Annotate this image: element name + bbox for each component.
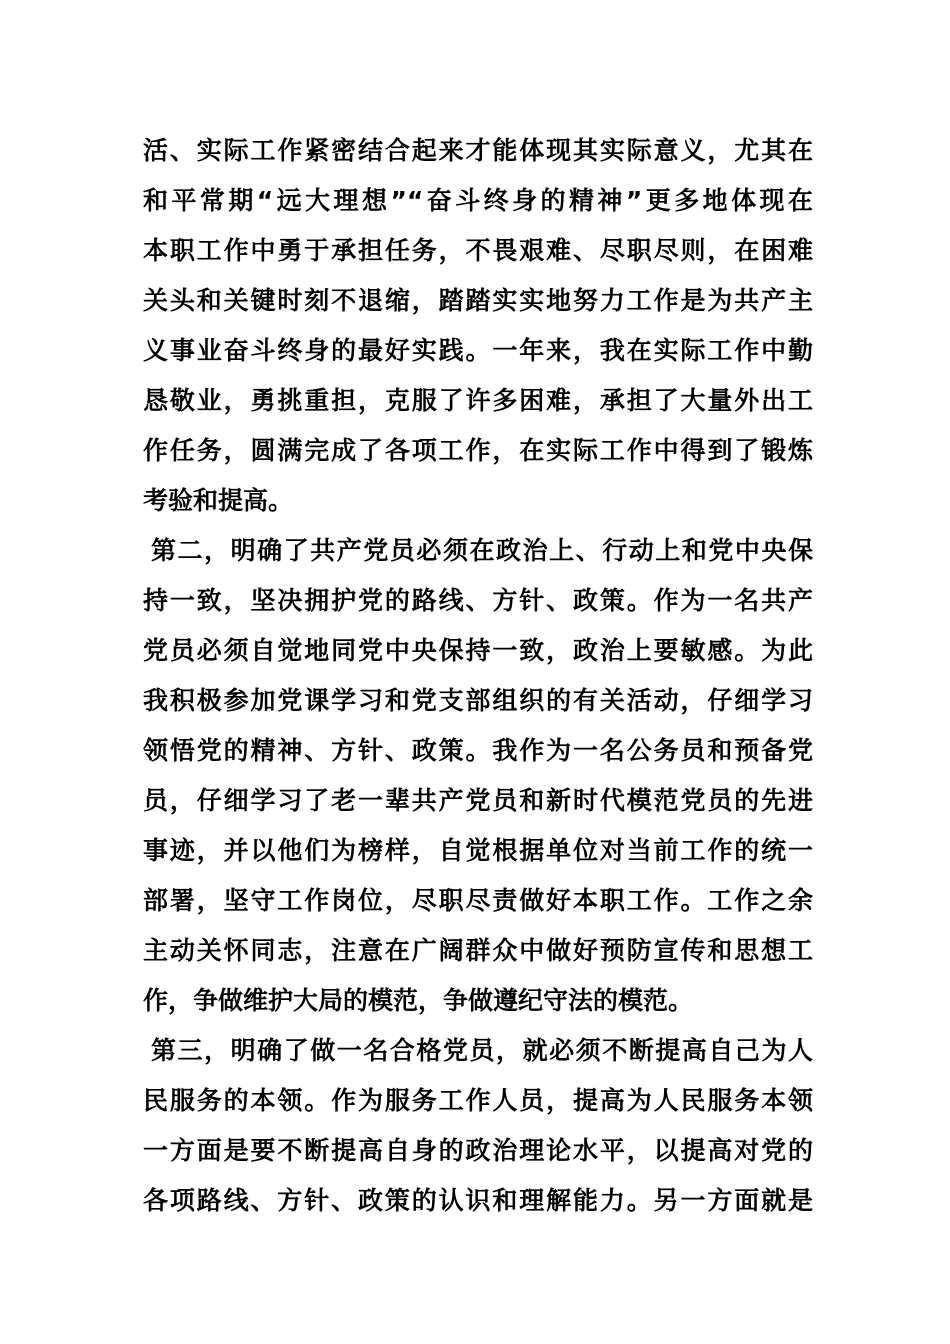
text-line: 作任务，圆满完成了各项工作，在实际工作中得到了锻炼	[143, 436, 813, 465]
paragraph-3	[143, 1026, 813, 1226]
text-line: 作，争做维护大局的模范，争做遵纪守法的模范。	[143, 986, 694, 1015]
paragraph-1	[143, 126, 813, 526]
text-line: 部署，坚守工作岗位，尽职尽责做好本职工作。工作之余	[143, 886, 813, 915]
text-line: 事迹，并以他们为榜样，自觉根据单位对当前工作的统一	[143, 836, 813, 865]
text-line: 考验和提高。	[143, 486, 294, 515]
text-line: 民服务的本领。作为服务工作人员，提高为人民服务本领	[143, 1086, 813, 1115]
text-line: 一方面是要不断提高自身的政治理论水平，以提高对党的	[143, 1136, 813, 1165]
text-line: 本职工作中勇于承担任务，不畏艰难、尽职尽则，在困难	[143, 236, 813, 265]
paragraph-2	[143, 526, 813, 1026]
text-line: 关头和关键时刻不退缩，踏踏实实地努力工作是为共产主	[143, 286, 813, 315]
text-line: 持一致，坚决拥护党的路线、方针、政策。作为一名共产	[143, 586, 813, 615]
text-line: 主动关怀同志，注意在广阔群众中做好预防宣传和思想工	[143, 936, 813, 965]
text-line: 义事业奋斗终身的最好实践。一年来，我在实际工作中勤	[143, 336, 813, 365]
text-line: 员，仔细学习了老一辈共产党员和新时代模范党员的先进	[143, 786, 813, 815]
document-body	[143, 126, 813, 1226]
text-line: 领悟党的精神、方针、政策。我作为一名公务员和预备党	[143, 736, 813, 765]
text-line: 党员必须自觉地同党中央保持一致，政治上要敏感。为此	[143, 636, 813, 665]
text-line: 恳敬业，勇挑重担，克服了许多困难，承担了大量外出工	[143, 386, 813, 415]
text-line: 第三，明确了做一名合格党员，就必须不断提高自己为人	[151, 1036, 813, 1065]
text-line: 我积极参加党课学习和党支部组织的有关活动，仔细学习	[143, 686, 813, 715]
text-line: 活、实际工作紧密结合起来才能体现其实际意义，尤其在	[143, 136, 813, 165]
text-line: 第二，明确了共产党员必须在政治上、行动上和党中央保	[151, 536, 813, 565]
text-line: 和平常期“远大理想”“奋斗终身的精神”更多地体现在	[143, 186, 813, 215]
text-line: 各项路线、方针、政策的认识和理解能力。另一方面就是	[143, 1186, 813, 1215]
